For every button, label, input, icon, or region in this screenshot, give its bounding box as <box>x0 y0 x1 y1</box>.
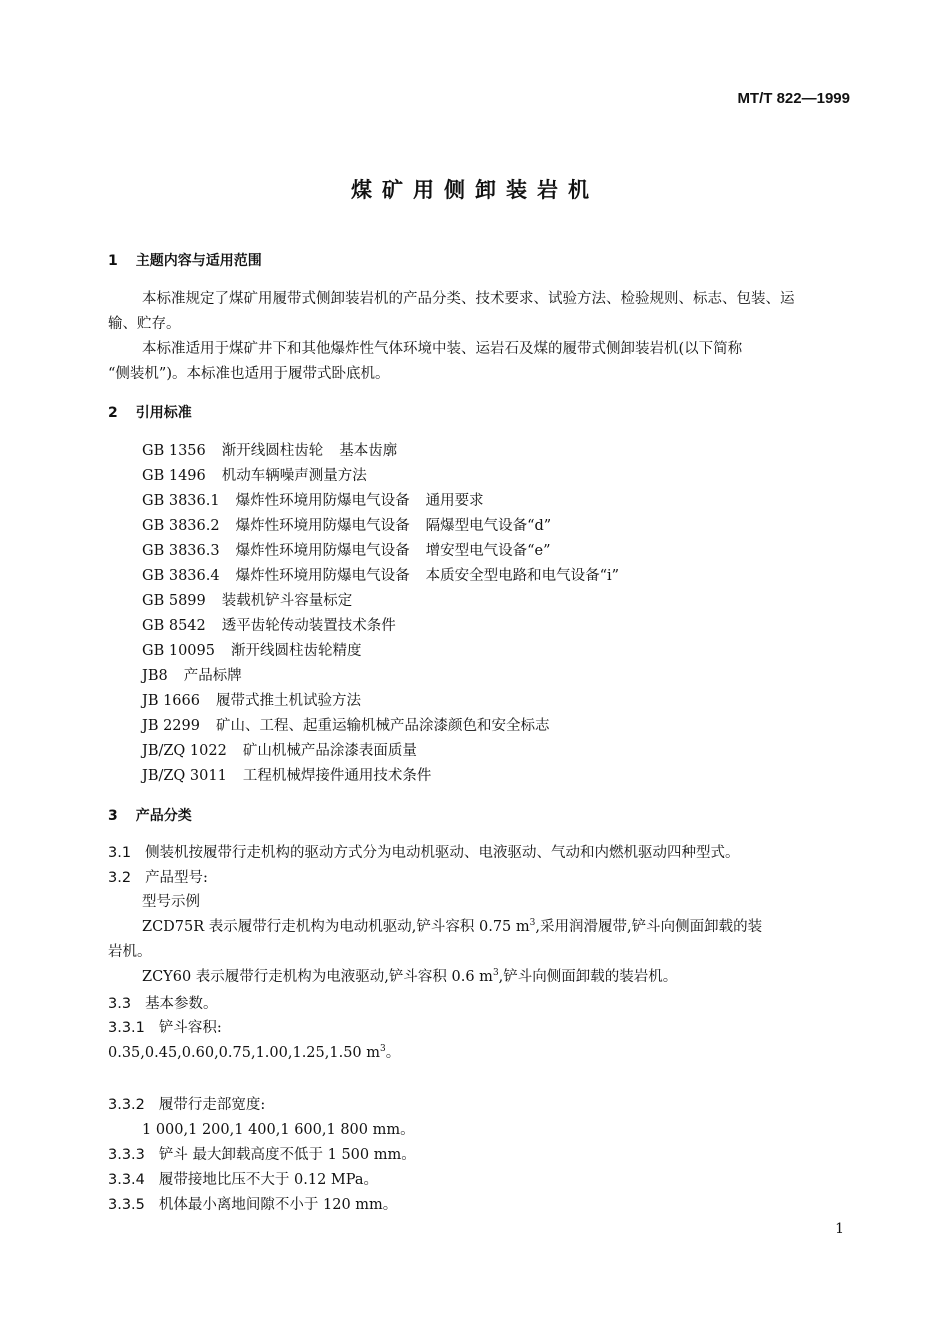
clause-3-3-number: 3.3 <box>108 996 132 1012</box>
example-2-text-b: ,铲斗向侧面卸载的装岩机。 <box>498 969 678 985</box>
example-2-text-a: ZCY60 表示履带行走机构为电液驱动,铲斗容积 0.6 m <box>142 969 493 985</box>
section-1-title: 主题内容与适用范围 <box>135 253 262 269</box>
clause-3-3-4-number: 3.3.4 <box>108 1172 145 1188</box>
reference-code: GB 5899 <box>142 593 206 609</box>
reference-code: GB 1356 <box>142 443 206 459</box>
reference-item <box>142 516 551 536</box>
section-2-number: 2 <box>108 405 118 421</box>
section-3-number: 3 <box>108 808 118 824</box>
clause-3-3-5-text: 机体最小离地间隙不小于 120 mm。 <box>158 1197 398 1213</box>
s1-para2-line1: 本标准适用于煤矿井下和其他爆炸性气体环境中装、运岩石及煤的履带式侧卸装岩机(以下简称 <box>142 341 743 357</box>
clause-3-1-text: 侧装机按履带行走机构的驱动方式分为电动机驱动、电液驱动、气动和内燃机驱动四种型式。 <box>145 845 740 861</box>
reference-title: 爆炸性环境用防爆电气设备 <box>235 493 410 509</box>
reference-title: 产品标牌 <box>183 668 242 684</box>
clause-3-3-1 <box>108 1018 222 1038</box>
reference-title: 透平齿轮传动装置技术条件 <box>221 618 396 634</box>
bucket-volume-values-text: 0.35,0.45,0.60,0.75,1.00,1.25,1.50 m <box>108 1045 381 1061</box>
clause-3-3-1-number: 3.3.1 <box>108 1020 145 1036</box>
reference-code: GB 10095 <box>142 643 215 659</box>
section-1-heading <box>108 251 262 271</box>
clause-3-2-number: 3.2 <box>108 870 132 886</box>
clause-3-3-5-number: 3.3.5 <box>108 1197 145 1213</box>
reference-title: 履带式推土机试验方法 <box>215 693 361 709</box>
reference-title: 爆炸性环境用防爆电气设备 <box>235 568 410 584</box>
standard-code: MT/T 822—1999 <box>737 90 850 107</box>
clause-3-3-1-text: 铲斗容积: <box>158 1020 222 1036</box>
reference-code: JB8 <box>142 668 168 684</box>
clause-3-3-5 <box>108 1195 397 1215</box>
clause-3-3-3-text: 铲斗 最大卸载高度不低于 1 500 mm。 <box>158 1147 416 1163</box>
reference-subtitle: 本质安全型电路和电气设备“i” <box>425 568 620 584</box>
clause-3-2-text: 产品型号: <box>145 870 208 886</box>
reference-title: 爆炸性环境用防爆电气设备 <box>235 543 410 559</box>
reference-code: JB 2299 <box>142 718 200 734</box>
clause-3-3-3 <box>108 1145 416 1165</box>
reference-code: GB 8542 <box>142 618 206 634</box>
reference-item <box>142 491 484 511</box>
example-1-superscript: 3 <box>529 918 536 928</box>
reference-code: JB/ZQ 1022 <box>142 743 227 759</box>
clause-3-3-4-text: 履带接地比压不大于 0.12 MPa。 <box>158 1172 379 1188</box>
track-width-values: 1 000,1 200,1 400,1 600,1 800 mm。 <box>142 1122 415 1138</box>
example-2 <box>142 967 677 987</box>
s1-para1-line1: 本标准规定了煤矿用履带式侧卸装岩机的产品分类、技术要求、试验方法、检验规则、标志、包装、运 <box>142 291 795 307</box>
reference-item <box>142 666 242 686</box>
example-1-line2: 岩机。 <box>108 944 152 960</box>
clause-3-1 <box>108 843 740 863</box>
reference-item <box>142 541 551 561</box>
reference-item <box>142 466 367 486</box>
section-3-heading <box>108 806 192 826</box>
document-title: 煤矿用侧卸装岩机 <box>351 178 599 202</box>
reference-item <box>142 691 361 711</box>
section-3-title: 产品分类 <box>135 808 192 824</box>
clause-3-2 <box>108 868 208 888</box>
reference-code: GB 3836.3 <box>142 543 220 559</box>
reference-code: GB 3836.4 <box>142 568 220 584</box>
reference-item <box>142 766 431 786</box>
reference-subtitle: 隔爆型电气设备“d” <box>425 518 552 534</box>
reference-title: 爆炸性环境用防爆电气设备 <box>235 518 410 534</box>
reference-title: 矿山机械产品涂漆表面质量 <box>242 743 417 759</box>
page-number: 1 <box>835 1221 844 1237</box>
reference-item <box>142 716 549 736</box>
reference-code: GB 3836.1 <box>142 493 220 509</box>
reference-item <box>142 566 619 586</box>
reference-title: 渐开线圆柱齿轮 <box>221 443 324 459</box>
reference-title: 渐开线圆柱齿轮精度 <box>230 643 362 659</box>
clause-3-3-text: 基本参数。 <box>145 996 218 1012</box>
section-1-number: 1 <box>108 253 118 269</box>
clause-3-3-3-number: 3.3.3 <box>108 1147 145 1163</box>
example-2-superscript: 3 <box>492 968 499 978</box>
reference-item <box>142 616 396 636</box>
reference-subtitle: 通用要求 <box>425 493 484 509</box>
reference-item <box>142 741 417 761</box>
reference-title: 矿山、工程、起重运输机械产品涂漆颜色和安全标志 <box>215 718 550 734</box>
s1-para2-line2: “侧装机”)。本标准也适用于履带式卧底机。 <box>108 366 390 382</box>
bucket-volume-superscript: 3 <box>380 1044 386 1054</box>
clause-3-3 <box>108 994 218 1014</box>
reference-subtitle: 增安型电气设备“e” <box>425 543 551 559</box>
section-2-heading <box>108 403 192 423</box>
example-label: 型号示例 <box>142 894 200 910</box>
reference-item <box>142 591 352 611</box>
clause-3-3-2-number: 3.3.2 <box>108 1097 145 1113</box>
reference-code: JB/ZQ 3011 <box>142 768 227 784</box>
reference-title: 装载机铲斗容量标定 <box>221 593 353 609</box>
reference-title: 工程机械焊接件通用技术条件 <box>242 768 432 784</box>
bucket-volume-values <box>108 1043 400 1063</box>
reference-title: 机动车辆噪声测量方法 <box>221 468 367 484</box>
clause-3-1-number: 3.1 <box>108 845 132 861</box>
example-1-line1 <box>142 917 762 937</box>
clause-3-3-2 <box>108 1095 265 1115</box>
clause-3-3-4 <box>108 1170 378 1190</box>
example-1-text-a: ZCD75R 表示履带行走机构为电动机驱动,铲斗容积 0.75 m <box>142 919 530 935</box>
section-2-title: 引用标准 <box>135 405 192 421</box>
reference-subtitle: 基本齿廓 <box>339 443 398 459</box>
reference-code: JB 1666 <box>142 693 200 709</box>
reference-code: GB 1496 <box>142 468 206 484</box>
example-1-text-b: ,采用润滑履带,铲斗向侧面卸载的装 <box>535 919 763 935</box>
reference-item <box>142 441 397 461</box>
reference-code: GB 3836.2 <box>142 518 220 534</box>
bucket-volume-values-end: 。 <box>385 1045 401 1061</box>
reference-item <box>142 641 361 661</box>
clause-3-3-2-text: 履带行走部宽度: <box>158 1097 266 1113</box>
s1-para1-line2: 输、贮存。 <box>108 316 181 332</box>
